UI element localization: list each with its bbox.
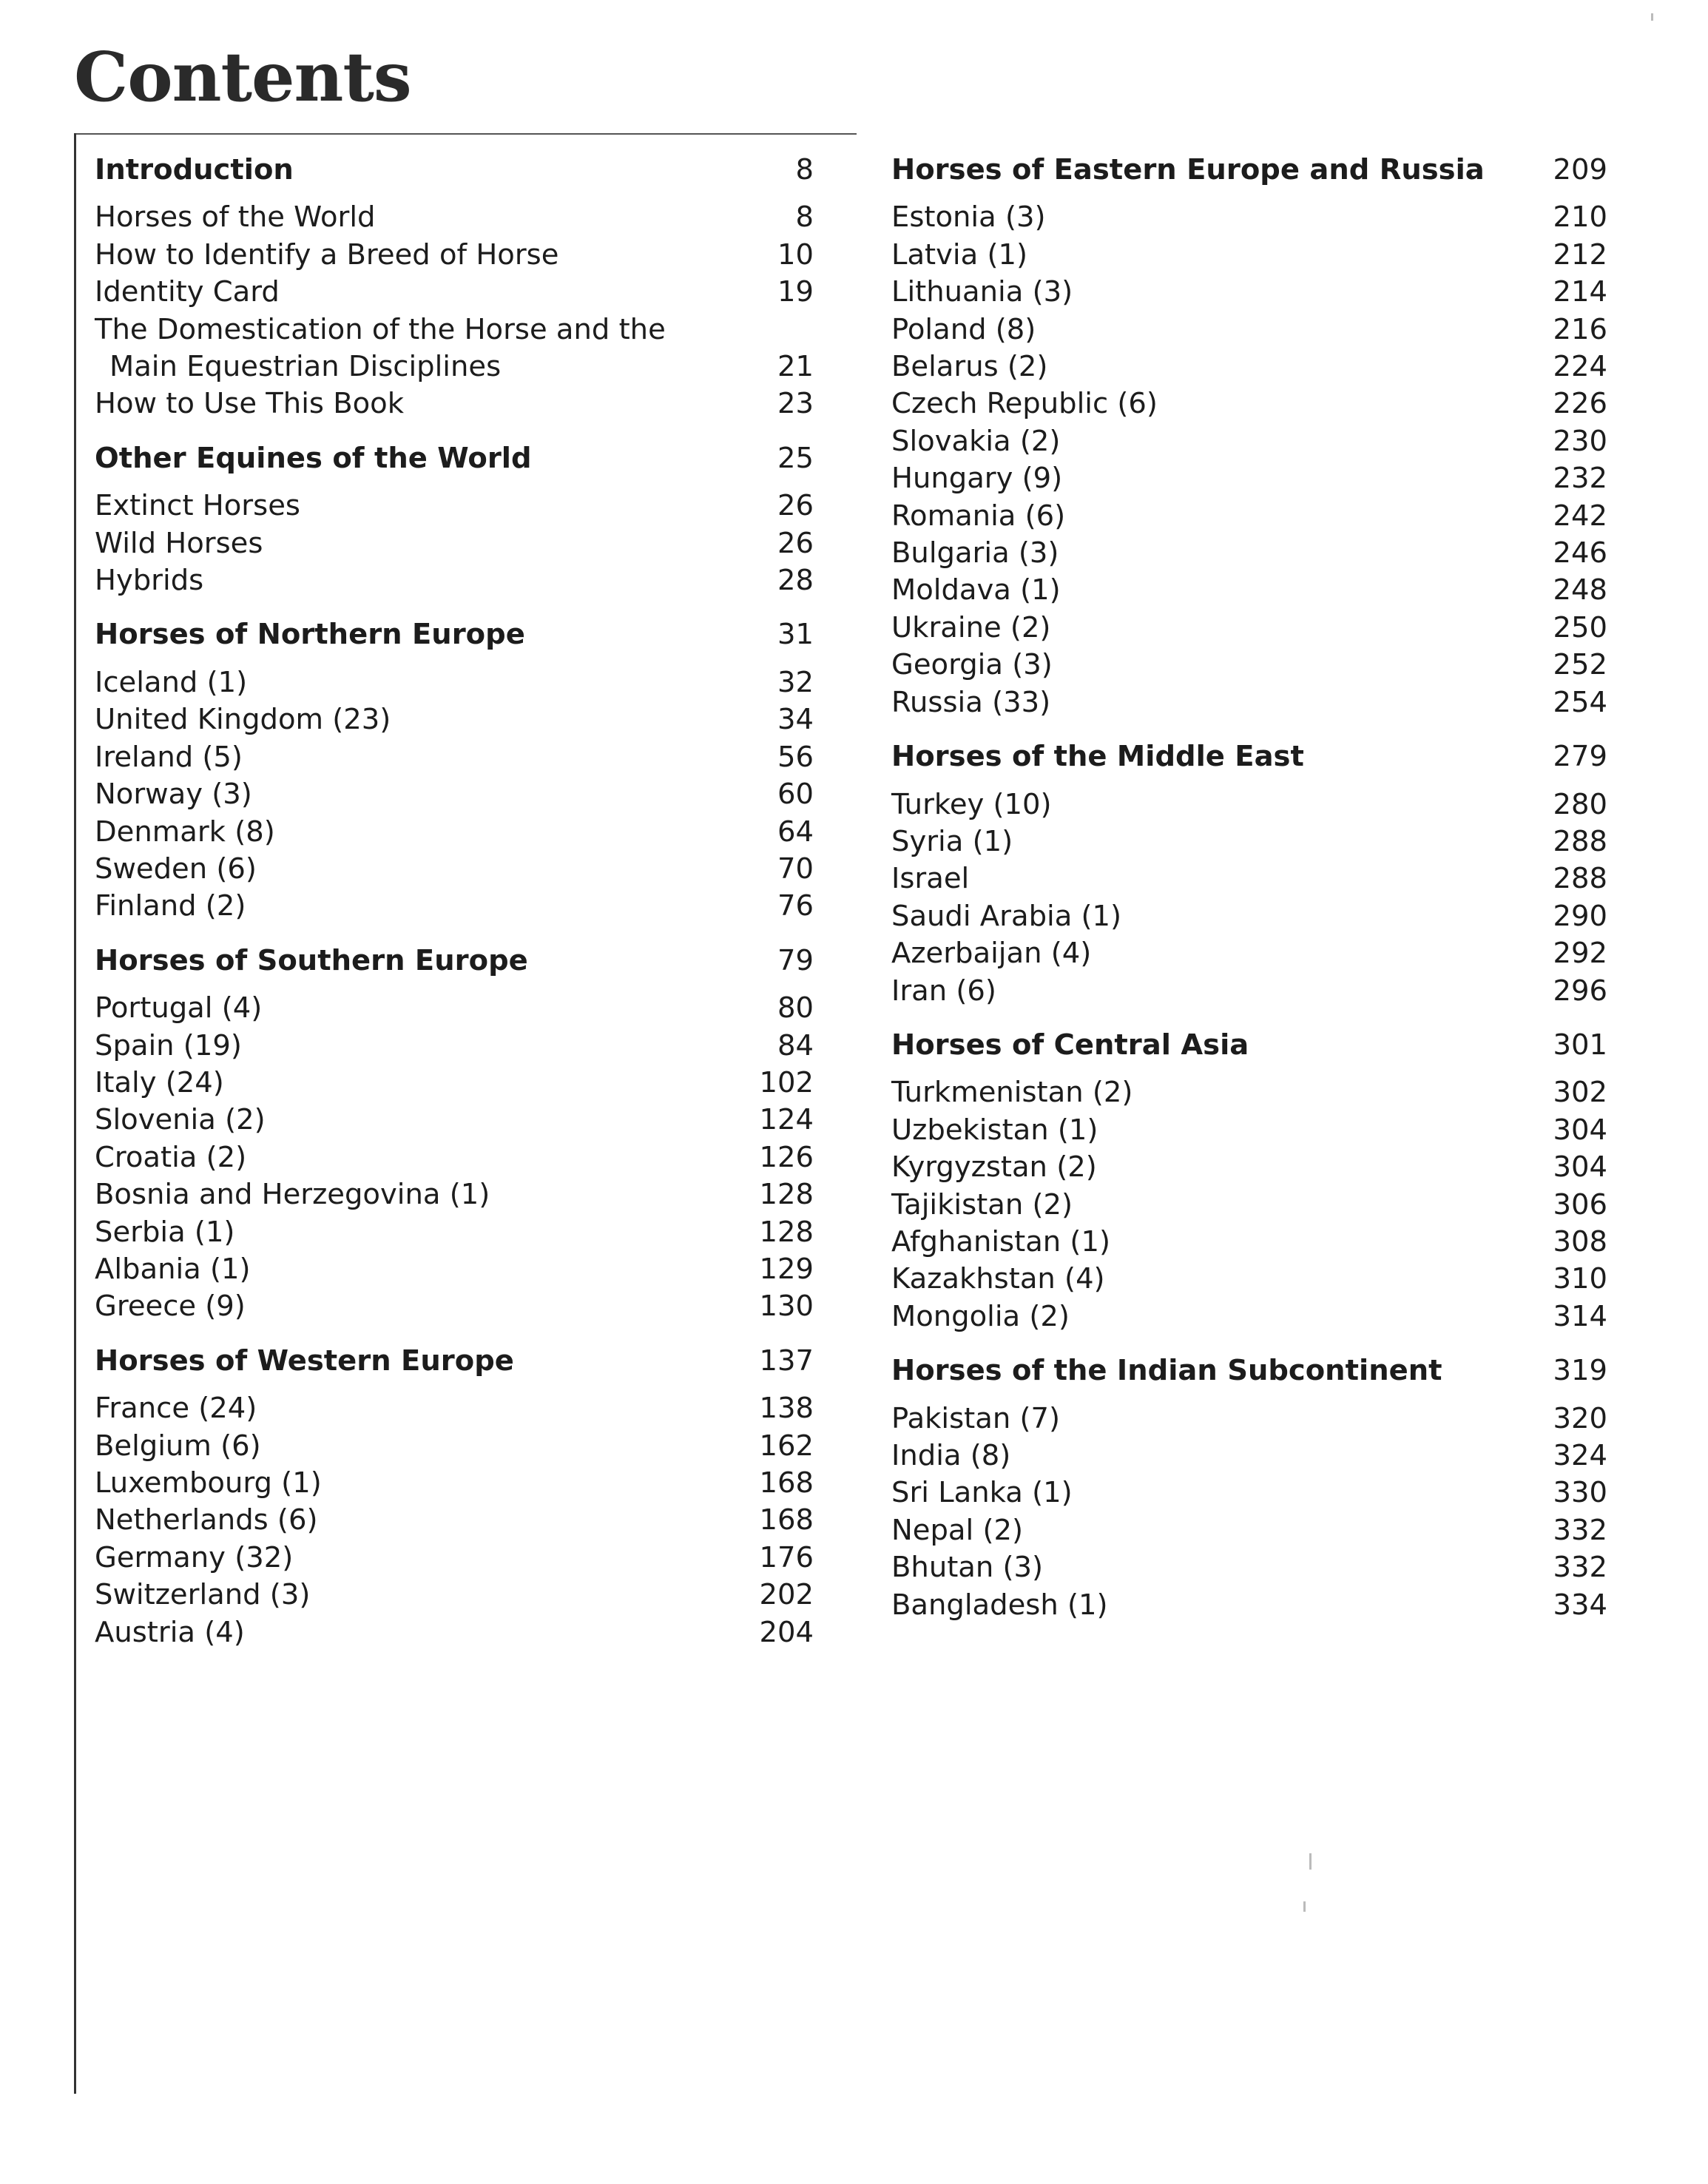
toc-entry	[95, 888, 814, 925]
toc-entry	[891, 1401, 1607, 1438]
toc-entry	[891, 1438, 1607, 1474]
toc-section	[891, 738, 1607, 1010]
entry-label: Lithuania (3)	[891, 275, 1073, 309]
entry-page-number: 296	[1553, 974, 1607, 1008]
entry-page-number: 288	[1553, 862, 1607, 896]
section-page-number: 319	[1553, 1354, 1607, 1388]
entry-label: Serbia (1)	[95, 1215, 235, 1249]
entry-label: Iran (6)	[891, 974, 996, 1008]
entry-page-number: 124	[759, 1103, 814, 1137]
page-title: Contents	[74, 37, 411, 117]
entry-label: Latvia (1)	[891, 237, 1027, 272]
toc-section	[95, 440, 814, 600]
toc-entry	[891, 647, 1607, 684]
entry-page-number: 19	[777, 275, 814, 309]
entry-label: Pakistan (7)	[891, 1401, 1060, 1435]
entry-page-number: 76	[777, 889, 814, 923]
toc-section	[891, 152, 1607, 721]
entry-page-number: 21	[777, 350, 814, 384]
entry-label: Belarus (2)	[891, 350, 1048, 384]
entry-label: Identity Card	[95, 275, 280, 309]
toc-entry	[95, 1251, 814, 1288]
toc-section	[95, 616, 814, 925]
entry-page-number: 202	[759, 1578, 814, 1612]
entry-label: Extinct Horses	[95, 489, 300, 523]
toc-section	[95, 943, 814, 1326]
entry-page-number: 226	[1553, 387, 1607, 421]
entry-label: Slovenia (2)	[95, 1103, 266, 1137]
entry-page-number: 32	[777, 665, 814, 699]
entry-label: Tajikistan (2)	[891, 1187, 1073, 1221]
section-page-number: 279	[1553, 740, 1607, 774]
toc-entry	[891, 1298, 1607, 1335]
title-rule	[74, 133, 857, 135]
toc-section	[95, 152, 814, 423]
entry-page-number: 28	[777, 564, 814, 598]
section-page-number: 79	[777, 943, 814, 977]
toc-entry	[891, 1261, 1607, 1298]
entry-page-number: 314	[1553, 1299, 1607, 1333]
toc-section	[891, 1352, 1607, 1624]
section-page-number: 8	[795, 153, 814, 186]
section-heading-row	[891, 738, 1607, 775]
entry-page-number: 168	[759, 1466, 814, 1500]
toc-entry	[891, 1549, 1607, 1586]
entry-page-number: 308	[1553, 1224, 1607, 1258]
toc-entry	[891, 460, 1607, 497]
entry-label: Bosnia and Herzegovina (1)	[95, 1178, 490, 1212]
section-heading: Horses of Central Asia	[891, 1028, 1249, 1062]
entry-label: Hungary (9)	[891, 462, 1063, 496]
toc-entry	[891, 348, 1607, 385]
entry-label: Sri Lanka (1)	[891, 1476, 1073, 1510]
entry-page-number: 310	[1553, 1262, 1607, 1296]
entry-label: Uzbekistan (1)	[891, 1113, 1098, 1147]
toc-entry	[891, 498, 1607, 535]
entry-label: Austria (4)	[95, 1615, 245, 1649]
section-heading-row	[891, 152, 1607, 189]
entry-label: Bhutan (3)	[891, 1551, 1044, 1585]
entry-label: Wild Horses	[95, 526, 263, 560]
entry-label: Finland (2)	[95, 889, 246, 923]
toc-entry	[95, 1614, 814, 1651]
entry-label: Greece (9)	[95, 1290, 246, 1324]
entry-page-number: 138	[759, 1392, 814, 1426]
entry-page-number: 80	[777, 991, 814, 1025]
section-page-number: 301	[1553, 1028, 1607, 1062]
section-heading-row	[891, 1027, 1607, 1064]
entry-page-number: 216	[1553, 312, 1607, 346]
toc-column-left	[95, 152, 814, 1668]
entry-label: The Domestication of the Horse and the	[95, 312, 666, 346]
entry-label: Syria (1)	[891, 824, 1013, 858]
toc-entry	[95, 562, 814, 599]
entry-label: Croatia (2)	[95, 1140, 247, 1174]
toc-entry	[891, 274, 1607, 311]
entry-page-number: 64	[777, 815, 814, 849]
section-heading-row	[95, 152, 814, 189]
entry-page-number: 34	[777, 703, 814, 737]
section-page-number: 25	[777, 441, 814, 475]
entry-label: Turkey (10)	[891, 787, 1052, 821]
entry-label: United Kingdom (23)	[95, 703, 391, 737]
toc-entry	[891, 199, 1607, 236]
toc-column-right	[891, 152, 1607, 1641]
entry-label: Romania (6)	[891, 499, 1066, 533]
toc-entry	[95, 990, 814, 1027]
entry-label: Ukraine (2)	[891, 610, 1051, 644]
scan-speck	[1309, 1853, 1312, 1870]
scan-speck	[1303, 1901, 1306, 1912]
toc-entry	[891, 385, 1607, 422]
entry-label: Norway (3)	[95, 778, 252, 812]
entry-page-number: 250	[1553, 610, 1607, 644]
toc-entry	[891, 823, 1607, 860]
toc-entry	[95, 1214, 814, 1251]
entry-page-number: 304	[1553, 1150, 1607, 1184]
entry-label: Kyrgyzstan (2)	[891, 1150, 1097, 1184]
entry-label: Portugal (4)	[95, 991, 263, 1025]
entry-label: Kazakhstan (4)	[891, 1262, 1105, 1296]
entry-label: India (8)	[891, 1439, 1011, 1472]
section-heading-row	[95, 616, 814, 653]
toc-entry	[95, 1390, 814, 1427]
toc-entry	[891, 1112, 1607, 1149]
entry-label: Poland (8)	[891, 312, 1036, 346]
entry-label: Azerbaijan (4)	[891, 937, 1092, 971]
section-page-number: 209	[1553, 153, 1607, 186]
entry-label: Belgium (6)	[95, 1429, 261, 1463]
toc-entry	[891, 237, 1607, 274]
section-heading: Horses of Western Europe	[95, 1344, 514, 1378]
entry-page-number: 70	[777, 852, 814, 886]
entry-label: Sweden (6)	[95, 852, 257, 886]
entry-label: Turkmenistan (2)	[891, 1076, 1133, 1110]
entry-label: Russia (33)	[891, 685, 1051, 719]
toc-entry	[891, 1512, 1607, 1549]
entry-page-number: 304	[1553, 1113, 1607, 1147]
entry-label: Denmark (8)	[95, 815, 275, 849]
toc-entry	[891, 1149, 1607, 1186]
toc-entry	[95, 776, 814, 813]
section-heading-row	[95, 943, 814, 980]
entry-page-number: 204	[759, 1615, 814, 1649]
entry-page-number: 23	[777, 387, 814, 421]
entry-page-number: 232	[1553, 462, 1607, 496]
entry-page-number: 128	[759, 1178, 814, 1212]
toc-entry	[95, 851, 814, 888]
entry-page-number: 84	[777, 1028, 814, 1062]
toc-entry	[95, 385, 814, 422]
entry-page-number: 302	[1553, 1076, 1607, 1110]
toc-entry	[95, 739, 814, 776]
section-heading-row	[95, 440, 814, 477]
entry-page-number: 129	[759, 1252, 814, 1286]
entry-page-number: 288	[1553, 824, 1607, 858]
toc-entry	[95, 1502, 814, 1539]
toc-entry	[891, 572, 1607, 609]
toc-entry	[891, 311, 1607, 348]
entry-page-number: 210	[1553, 200, 1607, 235]
section-page-number: 31	[777, 618, 814, 652]
entry-page-number: 128	[759, 1215, 814, 1249]
entry-page-number: 8	[795, 200, 814, 235]
entry-label: Luxembourg (1)	[95, 1466, 322, 1500]
toc-entry	[95, 1577, 814, 1614]
entry-page-number: 252	[1553, 648, 1607, 682]
section-heading: Horses of Eastern Europe and Russia	[891, 153, 1485, 186]
entry-page-number: 60	[777, 778, 814, 812]
entry-page-number: 306	[1553, 1187, 1607, 1221]
entry-page-number: 292	[1553, 937, 1607, 971]
entry-page-number: 320	[1553, 1401, 1607, 1435]
toc-entry	[891, 1224, 1607, 1261]
entry-label: Czech Republic (6)	[891, 387, 1158, 421]
entry-page-number: 332	[1553, 1513, 1607, 1547]
toc-entry	[95, 1065, 814, 1102]
entry-page-number: 130	[759, 1290, 814, 1324]
entry-label: Georgia (3)	[891, 648, 1053, 682]
entry-label: Israel	[891, 862, 970, 896]
entry-page-number: 246	[1553, 536, 1607, 570]
toc-entry	[95, 348, 814, 385]
entry-label: France (24)	[95, 1392, 257, 1426]
section-page-number: 137	[759, 1344, 814, 1378]
entry-page-number: 162	[759, 1429, 814, 1463]
entry-page-number: 324	[1553, 1439, 1607, 1472]
entry-label: Slovakia (2)	[891, 424, 1061, 458]
entry-label: Estonia (3)	[891, 200, 1046, 235]
entry-label: Spain (19)	[95, 1028, 242, 1062]
toc-entry	[95, 1540, 814, 1577]
entry-label: Italy (24)	[95, 1065, 224, 1099]
entry-label: Bulgaria (3)	[891, 536, 1059, 570]
toc-entry	[891, 898, 1607, 935]
entry-page-number: 212	[1553, 237, 1607, 272]
toc-entry	[891, 684, 1607, 721]
toc-entry	[891, 1187, 1607, 1224]
toc-entry	[95, 1102, 814, 1139]
section-heading: Introduction	[95, 153, 294, 186]
entry-page-number: 126	[759, 1140, 814, 1174]
entry-label: Bangladesh (1)	[891, 1588, 1108, 1622]
entry-page-number: 280	[1553, 787, 1607, 821]
entry-page-number: 214	[1553, 275, 1607, 309]
entry-label: Horses of the World	[95, 200, 376, 235]
toc-entry	[891, 1474, 1607, 1511]
entry-label: Germany (32)	[95, 1540, 294, 1574]
toc-entry	[891, 1074, 1607, 1111]
toc-entry	[95, 664, 814, 701]
toc-entry	[95, 1176, 814, 1213]
toc-section	[95, 1343, 814, 1651]
toc-entry	[891, 973, 1607, 1010]
entry-label: Ireland (5)	[95, 740, 243, 774]
section-heading: Other Equines of the World	[95, 441, 532, 475]
toc-section	[891, 1027, 1607, 1335]
entry-page-number: 334	[1553, 1588, 1607, 1622]
entry-page-number: 248	[1553, 573, 1607, 607]
toc-entry	[95, 311, 814, 348]
section-heading: Horses of Northern Europe	[95, 618, 525, 652]
entry-page-number: 176	[759, 1540, 814, 1574]
entry-page-number: 168	[759, 1503, 814, 1537]
entry-page-number: 332	[1553, 1551, 1607, 1585]
entry-label: Netherlands (6)	[95, 1503, 318, 1537]
toc-entry	[891, 610, 1607, 647]
toc-entry	[891, 423, 1607, 460]
entry-label: Main Equestrian Disciplines	[109, 350, 502, 384]
entry-page-number: 242	[1553, 499, 1607, 533]
toc-entry	[95, 1139, 814, 1176]
entry-page-number: 102	[759, 1065, 814, 1099]
entry-page-number: 10	[777, 237, 814, 272]
entry-label: How to Use This Book	[95, 387, 405, 421]
toc-entry	[95, 488, 814, 525]
section-heading-row	[891, 1352, 1607, 1389]
entry-label: Albania (1)	[95, 1252, 251, 1286]
entry-label: Moldava (1)	[891, 573, 1061, 607]
toc-entry	[95, 1028, 814, 1065]
toc-entry	[95, 199, 814, 236]
entry-page-number: 290	[1553, 899, 1607, 933]
section-heading: Horses of the Middle East	[891, 740, 1304, 774]
entry-label: Hybrids	[95, 564, 204, 598]
entry-page-number: 26	[777, 526, 814, 560]
toc-entry	[95, 525, 814, 562]
toc-entry	[891, 935, 1607, 972]
toc-entry	[95, 1465, 814, 1502]
entry-label: Saudi Arabia (1)	[891, 899, 1122, 933]
toc-entry	[891, 535, 1607, 572]
entry-label: Afghanistan (1)	[891, 1224, 1110, 1258]
toc-entry	[95, 1428, 814, 1465]
toc-entry	[95, 237, 814, 274]
entry-page-number: 26	[777, 489, 814, 523]
section-heading: Horses of the Indian Subcontinent	[891, 1354, 1442, 1388]
entry-page-number: 230	[1553, 424, 1607, 458]
toc-entry	[95, 274, 814, 311]
scan-speck	[1651, 13, 1653, 21]
toc-entry	[891, 1587, 1607, 1624]
left-margin-rule	[74, 133, 76, 2094]
entry-label: Nepal (2)	[891, 1513, 1023, 1547]
entry-label: How to Identify a Breed of Horse	[95, 237, 559, 272]
entry-label: Mongolia (2)	[891, 1299, 1070, 1333]
entry-label: Switzerland (3)	[95, 1578, 311, 1612]
toc-entry	[891, 860, 1607, 897]
entry-page-number: 56	[777, 740, 814, 774]
toc-entry	[891, 786, 1607, 823]
toc-entry	[95, 701, 814, 738]
toc-entry	[95, 1288, 814, 1325]
toc-entry	[95, 814, 814, 851]
entry-page-number: 330	[1553, 1476, 1607, 1510]
entry-page-number: 224	[1553, 350, 1607, 384]
section-heading-row	[95, 1343, 814, 1380]
entry-page-number: 254	[1553, 685, 1607, 719]
section-heading: Horses of Southern Europe	[95, 943, 528, 977]
entry-label: Iceland (1)	[95, 665, 248, 699]
